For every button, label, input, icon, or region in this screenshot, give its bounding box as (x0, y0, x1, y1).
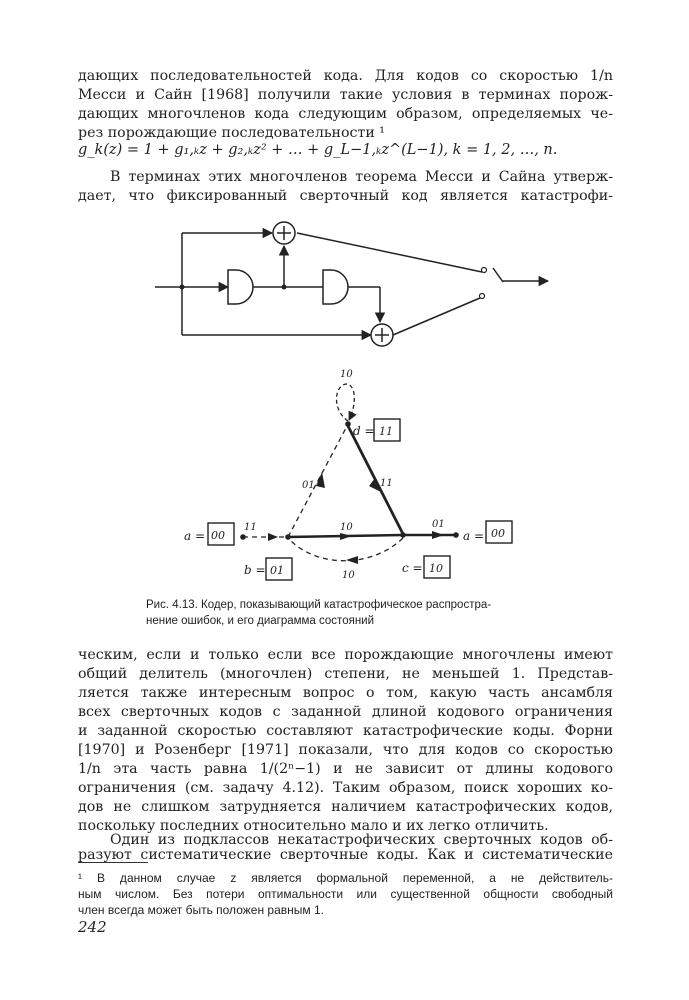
text-line: общий делитель (многочлен) степени, не меньшей 1. Представ- (78, 666, 613, 682)
text-line: рез порождающие последовательности ¹ (78, 125, 385, 141)
edge-label: 11 (244, 522, 257, 533)
state-a-left-label: a = (184, 529, 206, 543)
edge-label: 11 (380, 478, 393, 489)
generator-polynomial-formula: g_k(z) = 1 + g₁,ₖz + g₂,ₖz² + … + g_L−1,ₖz^(L−1), k = 1, 2, …, n. (78, 142, 558, 158)
delay-element-2 (323, 270, 348, 304)
adder-top (273, 222, 295, 244)
text-line: дов не слишком затрудняется наличием катастрофических кодов, (78, 799, 613, 815)
text-line: 1/n эта часть равна 1/(2ⁿ−1) и не зависит от длины кодового (78, 761, 613, 777)
state-d-label: d = (353, 424, 375, 438)
footnote-line: ¹ В данном случае z является формальной переменной, а не действитель- (78, 871, 613, 885)
state-d-value: 11 (379, 425, 393, 438)
figure-caption: Рис. 4.13. Кодер, показывающий катастрофическое распростра- (146, 599, 492, 611)
edge-b-to-d (288, 428, 346, 537)
adder-bottom (371, 324, 393, 346)
edge-label: 01 (302, 480, 315, 491)
state-a-right-label: a = (463, 529, 485, 543)
text-line: В терминах этих многочленов теорема Месси и Сайна утверж- (110, 169, 613, 185)
text-line: дающих многочленов кода следующим образом, определяемых че- (78, 106, 613, 122)
edge-label: 01 (432, 519, 445, 530)
state-a-left-value: 00 (211, 529, 225, 542)
encoder-diagram (155, 233, 548, 335)
text-line: разуют систематические сверточные коды. Как и систематические (78, 847, 613, 863)
footnote-rule (78, 862, 148, 863)
state-boxes (208, 419, 512, 580)
footnote-line: ным числом. Без потери оптимальности или существенной общности свободный (78, 887, 613, 901)
state-diagram-arrowheads (268, 472, 444, 564)
state-diagram-edges (243, 384, 456, 561)
state-b-label: b = (244, 563, 266, 577)
text-line: ограничения (см. задачу 4.12). Таким образом, поиск хороших ко- (78, 780, 613, 796)
delay-element-1 (228, 270, 253, 304)
text-line: Месси и Сайн [1968] получили такие условия в терминах порож- (78, 87, 613, 103)
text-line: [1970] и Розенберг [1971] показали, что для кодов со скоростью (78, 742, 613, 758)
text-line: ляется также интересным вопрос о том, какую часть ансамбля (78, 685, 613, 701)
state-c-value: 10 (429, 562, 443, 575)
edge-label: 10 (342, 570, 355, 581)
page-number: 242 (78, 918, 107, 936)
state-b-value: 01 (270, 564, 284, 577)
edge-d-self-loop (337, 384, 355, 421)
text-line: поскольку последних относительно мало и их легко отличить. (78, 818, 549, 834)
text-line: и заданной скоростью составляют катастрофические коды. Форни (78, 723, 613, 739)
text-line: дает, что фиксированный сверточный код является катастрофи- (78, 188, 613, 204)
state-c-label: c = (402, 561, 423, 575)
footnote-line: член всегда может быть положен равным 1. (78, 903, 324, 917)
text-line: Один из подклассов некатастрофических сверточных кодов об- (110, 832, 613, 848)
text-line: ческим, если и только если все порождающие многочлены имеют (78, 647, 613, 663)
text-line: всех сверточных кодов с заданной длиной кодового ограничения (78, 704, 613, 720)
text-line: дающих последовательностей кода. Для кодов со скоростью 1/n (78, 68, 613, 84)
state-a-right-value: 00 (491, 527, 505, 540)
figure-caption: нение ошибок, и его диаграмма состояний (146, 615, 375, 627)
edge-label: 10 (340, 522, 353, 533)
edge-label: 10 (340, 369, 353, 380)
edge-c-to-b (290, 538, 403, 561)
